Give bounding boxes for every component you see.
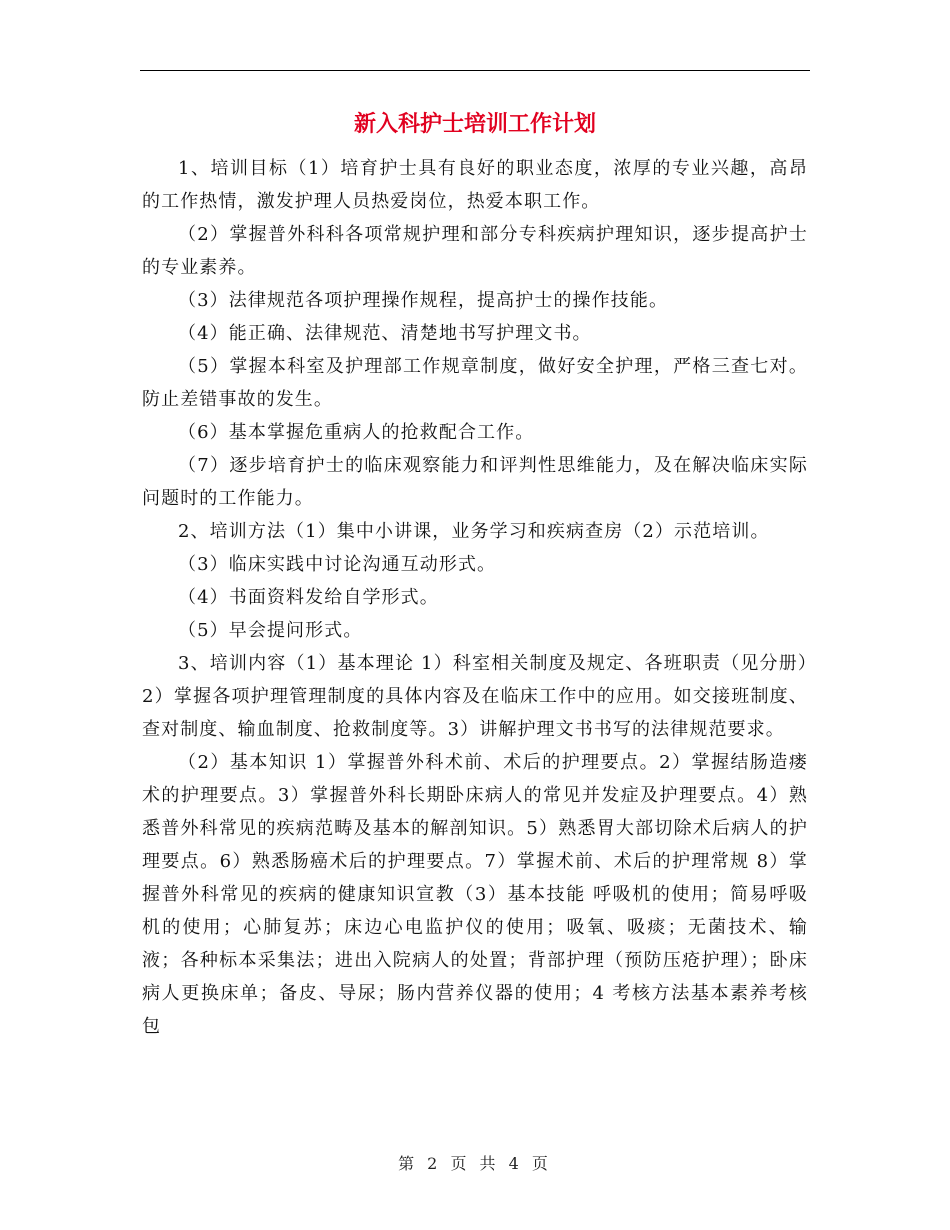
paragraph-8: 2、培训方法（1）集中小讲课，业务学习和疾病查房（2）示范培训。	[178, 521, 770, 542]
paragraph-7: （7）逐步培育护士的临床观察能力和评判性思维能力，及在解决临床实际问题时的工作能力。	[142, 455, 808, 509]
paragraph-10: （4）书面资料发给自学形式。	[178, 587, 439, 608]
page-number-footer: 第 2 页 共 4 页	[398, 1154, 552, 1173]
paragraph-11: （5）早会提问形式。	[178, 620, 363, 641]
paragraph-13: （2）基本知识 1）掌握普外科术前、术后的护理要点。2）掌握结肠造瘘术的护理要点。3）掌握普外科长期卧床病人的常见并发症及护理要点。4）熟悉普外科常见的疾病范畴及基本的解剖知识。5）熟悉胃大部切除术后病人的护理要点。6）熟悉肠癌术后的护理要点。7）掌握术前、术后的护理常规 8）掌握普外科常见的疾病的健康知识宣教（3）基本技能 呼吸机的使用；简易呼吸机的使用；心肺复苏；床边心电监护仪的使用；吸氧、吸痰；无菌技术、输液；各种标本采集法；进出入院病人的处置；背部护理（预防压疮护理）；卧床病人更换床单；备皮、导尿；肠内营养仪器的使用；4 考核方法基本素养考核 包	[142, 752, 808, 1037]
header-rule	[140, 70, 810, 71]
paragraph-5: （5）掌握本科室及护理部工作规章制度，做好安全护理，严格三查七对。防止差错事故的发生。	[142, 356, 808, 410]
document-title: 新入科护士培训工作计划	[353, 112, 596, 137]
paragraph-9: （3）临床实践中讨论沟通互动形式。	[178, 554, 497, 575]
paragraph-12: 3、培训内容（1）基本理论 1）科室相关制度及规定、各班职责（见分册）2）掌握各项护理管理制度的具体内容及在临床工作中的应用。如交接班制度、查对制度、输血制度、抢救制度等。3）讲解护理文书书写的法律规范要求。	[142, 653, 808, 740]
paragraph-2: （2）掌握普外科科各项常规护理和部分专科疾病护理知识，逐步提高护士的专业素养。	[142, 224, 808, 278]
paragraph-6: （6）基本掌握危重病人的抢救配合工作。	[178, 422, 535, 443]
paragraph-3: （3）法律规范各项护理操作规程，提高护士的操作技能。	[178, 290, 669, 311]
paragraph-4: （4）能正确、法律规范、清楚地书写护理文书。	[178, 323, 592, 344]
document-body	[142, 152, 808, 1043]
paragraph-1: 1、培训目标（1）培育护士具有良好的职业态度，浓厚的专业兴趣，高昂的工作热情，激发护理人员热爱岗位，热爱本职工作。	[142, 158, 808, 212]
